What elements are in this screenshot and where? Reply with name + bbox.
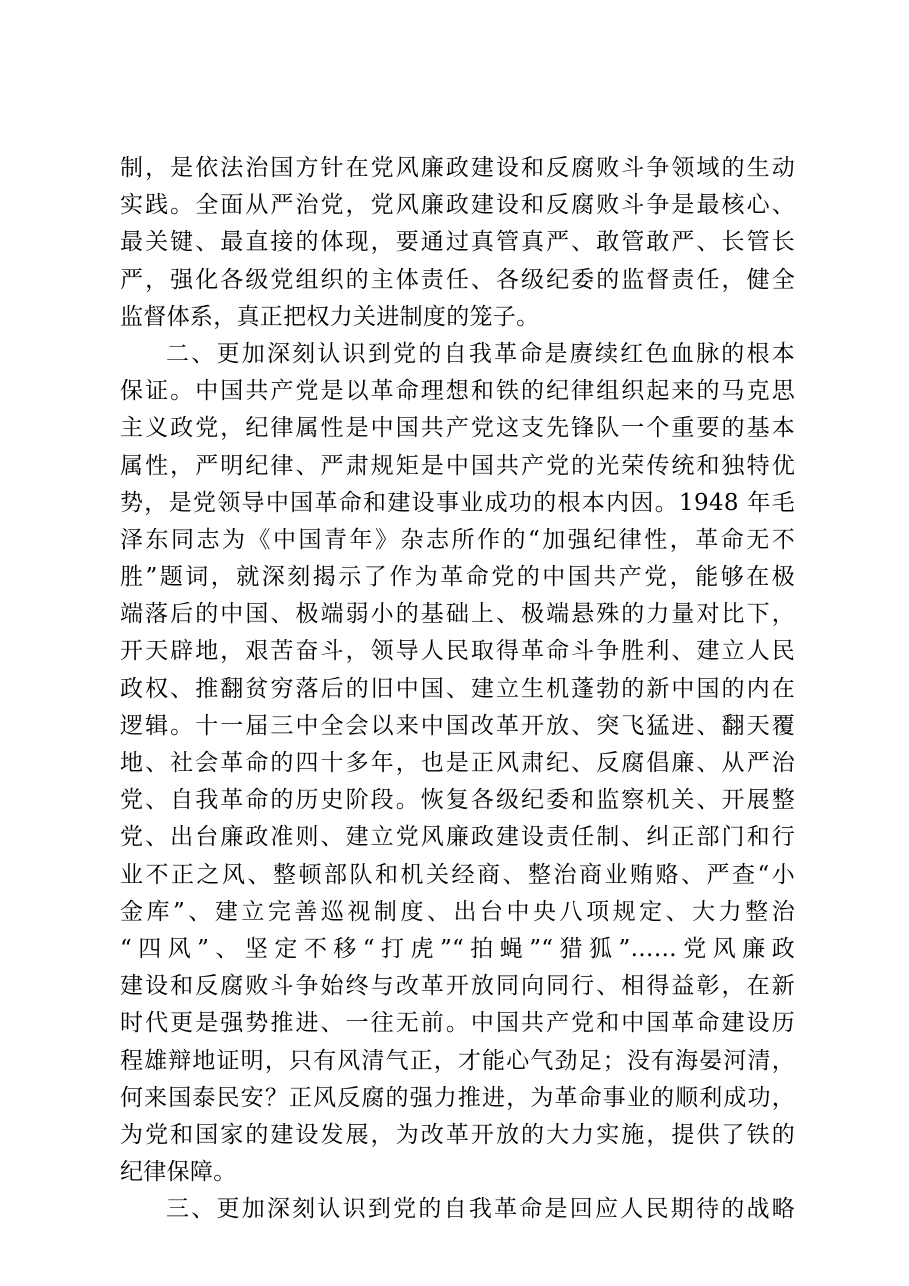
text-line: 保证。中国共产党是以革命理想和铁的纪律组织起来的马克思 <box>120 378 795 405</box>
text-line: 属性，严明纪律、严肃规矩是中国共产党的光荣传统和独特优 <box>120 452 795 479</box>
text-line: 最关键、最直接的体现，要通过真管真严、敢管敢严、长管长 <box>120 229 795 256</box>
text-line: 制，是依法治国方针在党风廉政建设和反腐败斗争领域的生动 <box>120 155 795 181</box>
body-text <box>120 150 795 1228</box>
text-line: 严，强化各级党组织的主体责任、各级纪委的监督责任，健全 <box>120 266 795 293</box>
text-line: 开天辟地，艰苦奋斗，领导人民取得革命斗争胜利、建立人民 <box>120 638 795 665</box>
text-line: 监督体系，真正把权力关进制度的笼子。 <box>120 303 540 330</box>
text-line: 实践。全面从严治党，党风廉政建设和反腐败斗争是最核心、 <box>120 192 795 219</box>
text-line: “四风”、坚定不移“打虎”“拍蝇”“猎狐”……党风廉政 <box>120 935 795 962</box>
text-line: 金库”、建立完善巡视制度、出台中央八项规定、大力整治 <box>120 898 795 925</box>
text-line: 纪律保障。 <box>120 1159 237 1186</box>
text-line: 业不正之风、整顿部队和机关经商、整治商业贿赂、严查“小 <box>120 861 795 888</box>
text-line: 政权、推翻贫穷落后的旧中国、建立生机蓬勃的新中国的内在 <box>120 675 795 702</box>
text-line: 三、更加深刻认识到党的自我革命是回应人民期待的战略 <box>166 1196 795 1223</box>
text-line: 逻辑。十一届三中全会以来中国改革开放、突飞猛进、翻天覆 <box>120 712 795 739</box>
text-line: 时代更是强势推进、一往无前。中国共产党和中国革命建设历 <box>120 1010 795 1037</box>
text-line: 势，是党领导中国革命和建设事业成功的根本内因。1948 年毛 <box>120 489 795 516</box>
text-line: 何来国泰民安？正风反腐的强力推进，为革命事业的顺利成功， <box>120 1084 795 1111</box>
text-line: 胜”题词，就深刻揭示了作为革命党的中国共产党，能够在极 <box>120 564 795 591</box>
text-line: 端落后的中国、极端弱小的基础上、极端悬殊的力量对比下， <box>120 601 795 628</box>
text-line: 主义政党，纪律属性是中国共产党这支先锋队一个重要的基本 <box>120 415 795 442</box>
text-line: 党、出台廉政准则、建立党风廉政建设责任制、纠正部门和行 <box>120 824 795 851</box>
text-line: 建设和反腐败斗争始终与改革开放同向同行、相得益彰，在新 <box>120 973 795 1000</box>
text-line: 地、社会革命的四十多年，也是正风肃纪、反腐倡廉、从严治 <box>120 750 795 776</box>
text-line: 程雄辩地证明，只有风清气正，才能心气劲足；没有海晏河清， <box>120 1047 795 1074</box>
text-line: 为党和国家的建设发展，为改革开放的大力实施，提供了铁的 <box>120 1121 795 1148</box>
text-line: 泽东同志为《中国青年》杂志所作的“加强纪律性，革命无不 <box>120 526 795 553</box>
text-line: 党、自我革命的历史阶段。恢复各级纪委和监察机关、开展整 <box>120 787 795 814</box>
text-line: 二、更加深刻认识到党的自我革命是赓续红色血脉的根本 <box>166 340 795 367</box>
